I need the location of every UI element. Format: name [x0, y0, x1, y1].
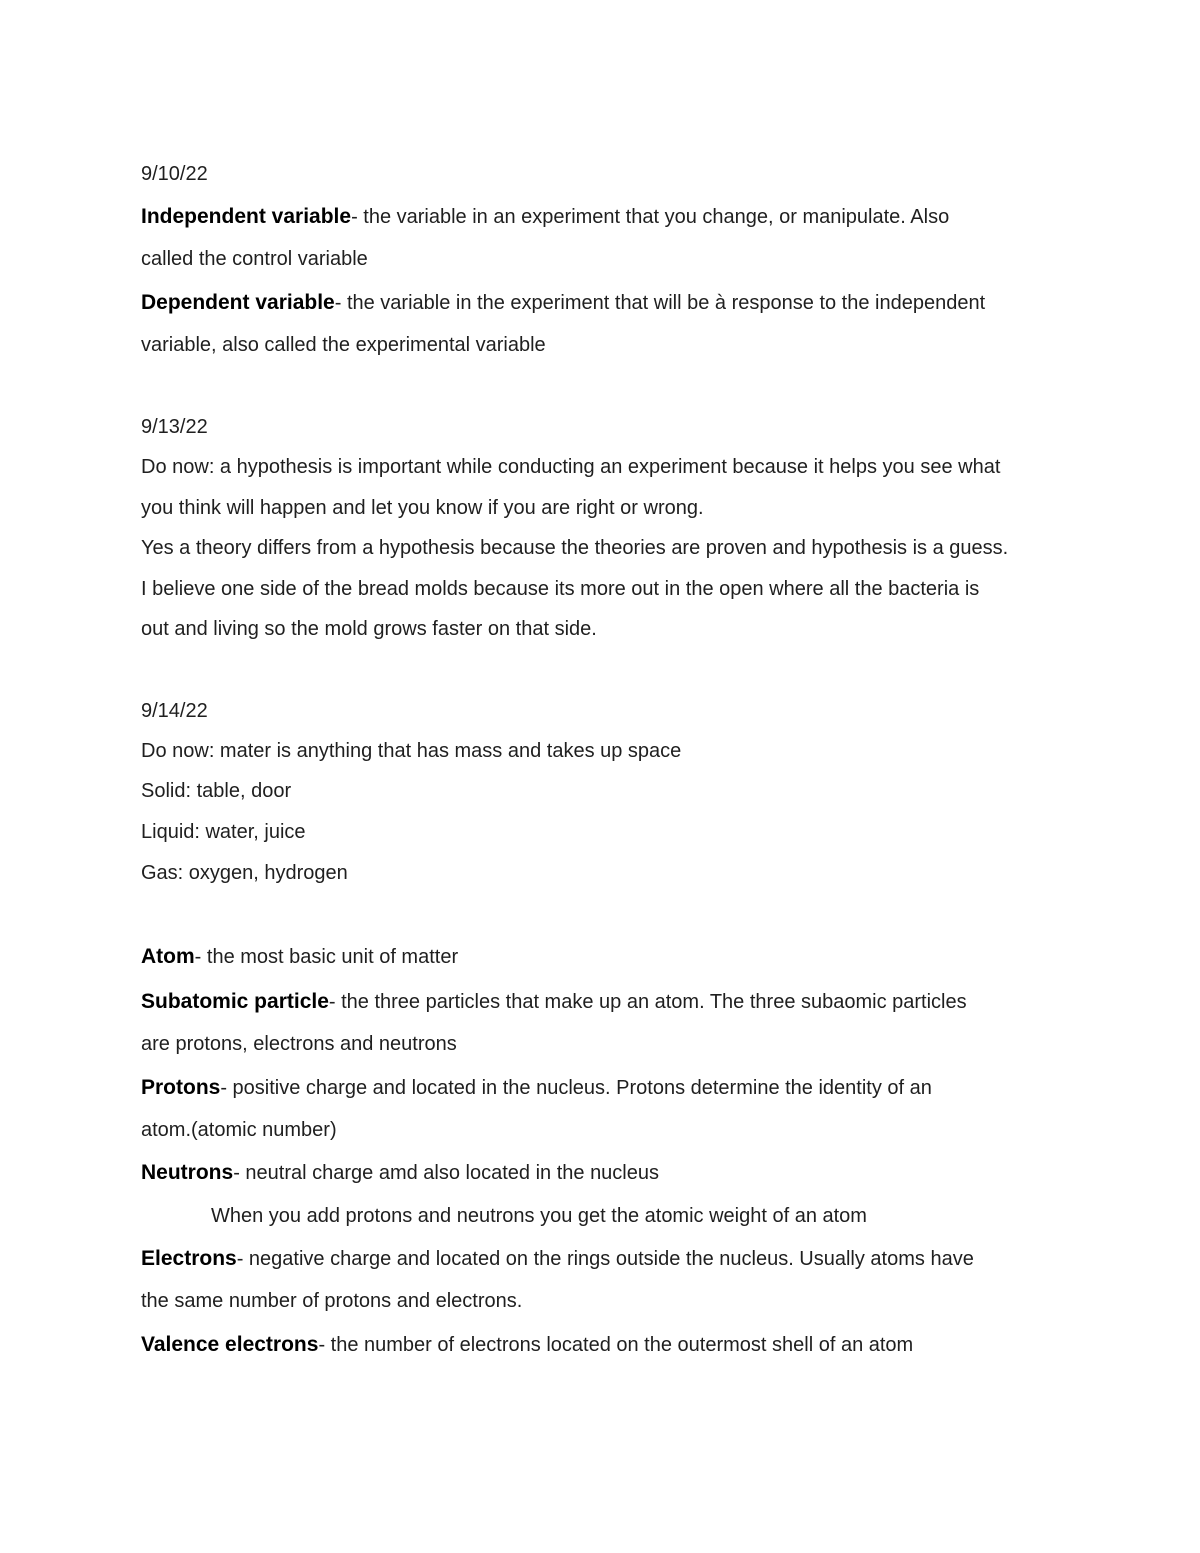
definition-continuation: are protons, electrons and neutrons: [141, 1033, 457, 1055]
definition-text: - the variable in an experiment that you change, or manipulate. Also: [351, 206, 950, 228]
definition-dependent-variable: [141, 291, 985, 315]
term-subatomic-particle: Subatomic particle: [141, 990, 329, 1013]
do-now-text: Do now: a hypothesis is important while conducting an experiment because it helps you see what: [141, 456, 1001, 478]
definition-text: - negative charge and located on the rings outside the nucleus. Usually atoms have: [236, 1248, 974, 1270]
paragraph-line: I believe one side of the bread molds because its more out in the open where all the bacteria is: [141, 578, 980, 600]
definition-text: - positive charge and located in the nucleus. Protons determine the identity of an: [220, 1077, 932, 1099]
definition-continuation: atom.(atomic number): [141, 1119, 337, 1141]
do-now-text: Do now: mater is anything that has mass and takes up space: [141, 740, 682, 762]
definition-text: - the most basic unit of matter: [194, 946, 459, 968]
list-item-gas: Gas: oxygen, hydrogen: [141, 862, 348, 884]
definition-text: - neutral charge amd also located in the nucleus: [233, 1162, 659, 1184]
term-neutrons: Neutrons: [141, 1161, 234, 1184]
date-heading: 9/14/22: [141, 700, 208, 722]
definition-independent-variable: [141, 205, 949, 229]
definition-text: - the three particles that make up an atom. The three subaomic particles: [328, 991, 967, 1013]
definition-protons: [141, 1076, 932, 1100]
do-now-text: you think will happen and let you know if you are right or wrong.: [141, 497, 704, 519]
definition-text: - the number of electrons located on the outermost shell of an atom: [318, 1334, 914, 1356]
term-dependent-variable: Dependent variable: [141, 291, 335, 314]
indented-note: When you add protons and neutrons you get the atomic weight of an atom: [211, 1205, 867, 1227]
list-item-liquid: Liquid: water, juice: [141, 821, 306, 843]
definition-atom: [141, 945, 458, 969]
definition-continuation: variable, also called the experimental variable: [141, 334, 546, 356]
definition-neutrons: [141, 1161, 659, 1185]
paragraph-line: Yes a theory differs from a hypothesis because the theories are proven and hypothesis is a guess.: [141, 537, 1009, 559]
term-independent-variable: Independent variable: [141, 205, 352, 228]
definition-continuation: the same number of protons and electrons.: [141, 1290, 523, 1312]
date-heading: 9/10/22: [141, 163, 208, 185]
paragraph-line: out and living so the mold grows faster on that side.: [141, 618, 597, 640]
definition-subatomic-particle: [141, 990, 967, 1014]
definition-valence-electrons: [141, 1333, 913, 1357]
term-valence-electrons: Valence electrons: [141, 1333, 319, 1356]
definition-text: - the variable in the experiment that will be à response to the independent: [334, 292, 986, 314]
definition-continuation: called the control variable: [141, 248, 368, 270]
date-heading: 9/13/22: [141, 416, 208, 438]
definition-electrons: [141, 1247, 974, 1271]
term-protons: Protons: [141, 1076, 221, 1099]
term-atom: Atom: [141, 945, 195, 968]
list-item-solid: Solid: table, door: [141, 780, 292, 802]
term-electrons: Electrons: [141, 1247, 237, 1270]
